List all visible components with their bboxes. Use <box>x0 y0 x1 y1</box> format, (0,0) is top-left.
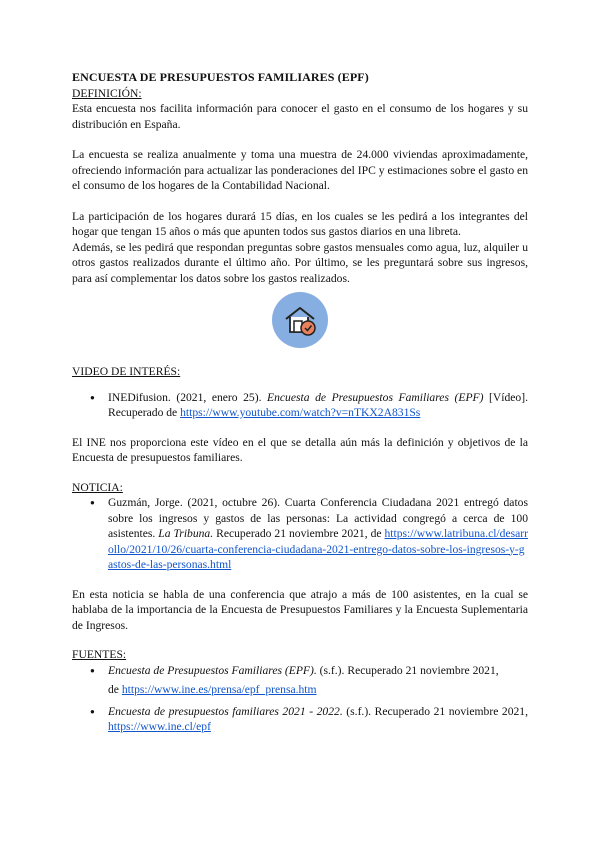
fuente-item <box>108 663 528 698</box>
document-title: ENCUESTA DE PRESUPUESTOS FAMILIARES (EPF) <box>72 70 369 84</box>
noticia-ref-retrieved: Recuperado 21 noviembre 2021, de <box>213 527 385 540</box>
fuente-link-ine-es[interactable]: https://www.ine.es/prensa/epf_prensa.htm <box>121 683 317 696</box>
noticia-reference-list <box>72 495 528 573</box>
video-reference-list <box>72 390 528 421</box>
noticia-heading: NOTICIA: <box>72 480 123 494</box>
definicion-paragraph-3: La participación de los hogares durará 15 días, en los cuales se les pedirá a los integrantes del hogar que tengan 15 años o más que apunten todos sus gastos diarios en una libreta. <box>72 209 528 238</box>
fuente-retrieved: (s.f.). Recuperado 21 noviembre 2021, <box>316 663 499 677</box>
fuentes-list <box>72 663 528 735</box>
noticia-reference <box>108 495 528 573</box>
house-with-coin-icon <box>272 292 328 348</box>
fuente-title: Encuesta de presupuestos familiares 2021 - 2022. <box>108 704 343 718</box>
fuente-title: Encuesta de Presupuestos Familiares (EPF). <box>108 663 317 677</box>
definicion-paragraph-1: Esta encuesta nos facilita información para conocer el gasto en el consumo de los hogares y su distribución en España. <box>72 102 528 131</box>
noticia-description: En esta noticia se habla de una conferencia que atrajo a más de 100 asistentes, en la cual se hablaba de la importancia de la Encuesta de Presupuestos Familiares y la Encuesta Suplementaria de Ingresos. <box>72 587 528 632</box>
video-heading: VIDEO DE INTERÉS: <box>72 365 181 378</box>
video-reference <box>108 390 528 421</box>
fuentes-heading: FUENTES: <box>72 648 127 661</box>
fuente-link-ine-cl[interactable]: https://www.ine.cl/epf <box>108 720 211 733</box>
noticia-ref-main: Guzmán, Jorge. (2021, octubre 26). Cuarta Conferencia Ciudadana 2021 entregó datos sobre los ingresos y gastos de las personas: La actividad congregó a cerca de 100 asistentes. <box>108 496 528 540</box>
video-ref-title: Encuesta de Presupuestos Familiares (EPF) <box>267 390 484 404</box>
definicion-heading: DEFINICIÓN: <box>72 86 142 100</box>
definicion-paragraph-2: La encuesta se realiza anualmente y toma una muestra de 24.000 viviendas aproximadamente, ofreciendo información para actualizar las ponderaciones del IPC y estimaciones sobre el gasto en el consumo de los hogares de la Contabilidad Nacional. <box>72 148 528 192</box>
video-ref-type: [Vídeo]. Recuperado de <box>108 390 528 419</box>
video-description: El INE nos proporciona este vídeo en el que se detalla aún más la definición y objetivos de la Encuesta de presupuestos familiares. <box>72 435 528 464</box>
noticia-ref-source: La Tribuna. <box>158 527 214 540</box>
fuente-prefix: de <box>108 683 122 696</box>
fuente-retrieved: (s.f.). Recuperado 21 noviembre 2021, <box>342 704 528 718</box>
noticia-link[interactable]: https://www.latribuna.cl/desarrollo/2021/10/26/cuarta-conferencia-ciudadana-2021-entrego-datos-sobre-los-ingresos-y-gastos-de-las-personas.html <box>108 527 528 571</box>
video-ref-author: INEDifusion. (2021, enero 25). <box>108 390 268 404</box>
fuente-item <box>108 704 528 735</box>
video-link[interactable]: https://www.youtube.com/watch?v=nTKX2A831Ss <box>180 406 421 419</box>
icon-container <box>72 292 528 348</box>
document-page <box>72 70 528 735</box>
definicion-paragraph-4: Además, se les pedirá que respondan preguntas sobre gastos mensuales como agua, luz, alquiler u otros gastos realizados durante el último año. Por último, se les preguntará sobre sus ingresos, para así complementar los datos sobre los gastos realizados. <box>72 240 528 285</box>
